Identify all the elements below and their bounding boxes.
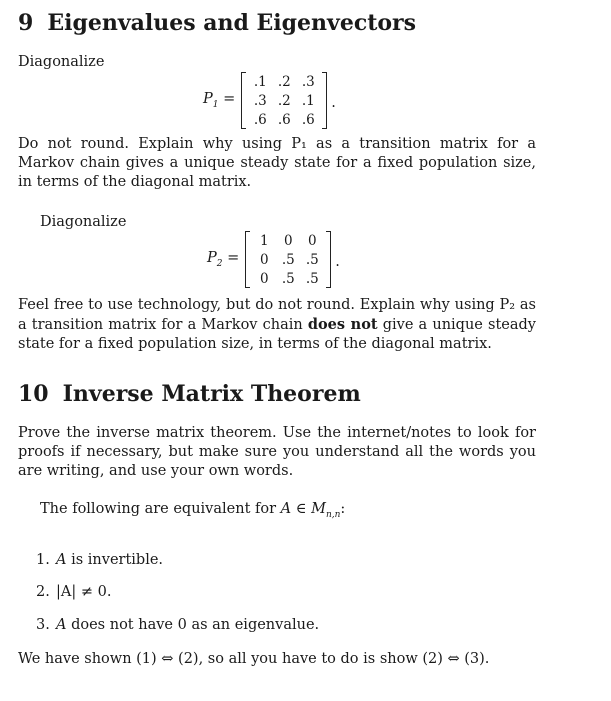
matrix-cell: .6	[301, 111, 315, 128]
p2-text-b: give a unique steady state for a fixed population size, in terms of the diagonal matrix.	[18, 317, 536, 352]
diagonalize-label: Diagonalize	[18, 54, 105, 70]
matrix-cell: 0	[259, 270, 269, 287]
closing-statement: We have shown (1) ⇔ (2), so all you have to do is show (2) ⇔ (3).	[18, 651, 490, 667]
matrix-cell: .1	[253, 73, 267, 90]
matrix-p2	[245, 231, 331, 288]
matrix-p1-lhs: $P_1$ =	[203, 91, 236, 110]
paragraph-imt-intro: Prove the inverse matrix theorem. Use the internet/notes to look for proofs if necessary, but make sure you understand all the words you are writing, and use your own words.	[18, 425, 536, 479]
equation-period: .	[331, 94, 336, 111]
matrix-row	[252, 269, 324, 288]
matrix-cell: .5	[305, 251, 319, 268]
list-item-1: 1. A is invertible.	[36, 552, 164, 568]
list-item-3: 3. A does not have 0 as an eigenvalue.	[36, 617, 320, 633]
matrix-cell: .2	[277, 92, 291, 109]
matrix-p2-lhs: $P_2$ =	[207, 250, 240, 269]
list-item-2: 2. |A| ≠ 0.	[36, 584, 112, 600]
matrix-cell: .2	[277, 73, 291, 90]
matrix-cell: .3	[253, 92, 267, 109]
matrix-p1	[241, 72, 327, 129]
matrix-cell: .5	[281, 270, 295, 287]
matrix-cell: 0	[307, 232, 317, 249]
diagonalize-label-2: Diagonalize	[40, 214, 127, 230]
matrix-cell: 0	[259, 251, 269, 268]
matrix-cell: .6	[277, 111, 291, 128]
matrix-p1-equation	[203, 72, 336, 129]
matrix-cell: 0	[283, 232, 293, 249]
paragraph-p2-explain	[18, 296, 536, 354]
paragraph-p1-explain: Do not round. Explain why using P₁ as a transition matrix for a Markov chain gives a unique steady state for a fixed population size, in terms of the diagonal matrix.	[18, 136, 536, 190]
equivalence-statement: The following are equivalent for A ∈ $M_{n,n}$:	[40, 501, 346, 520]
matrix-row	[248, 91, 320, 110]
matrix-cell: .3	[301, 73, 315, 90]
section-number: 10	[18, 381, 49, 407]
matrix-cell: .1	[301, 92, 315, 109]
matrix-cell: .5	[281, 251, 295, 268]
matrix-cell: .6	[253, 111, 267, 128]
matrix-cell: .5	[305, 270, 319, 287]
section-title: Eigenvalues and Eigenvectors	[47, 10, 417, 36]
equation-period: .	[335, 253, 340, 270]
matrix-row	[252, 250, 324, 269]
matrix-p2-equation	[207, 231, 340, 288]
section-10-heading	[18, 381, 361, 407]
section-number: 9	[18, 10, 34, 36]
matrix-row	[252, 231, 324, 250]
section-9-heading	[18, 10, 416, 36]
matrix-row	[248, 110, 320, 129]
p2-emphasis: does not	[307, 316, 378, 333]
matrix-cell: 1	[259, 232, 269, 249]
p2-text-a: Feel free to use technology, but do not round. Explain why using P₂ as a transition matrix for a Markov chain	[18, 297, 536, 333]
matrix-row	[248, 72, 320, 91]
section-title: Inverse Matrix Theorem	[62, 381, 361, 407]
